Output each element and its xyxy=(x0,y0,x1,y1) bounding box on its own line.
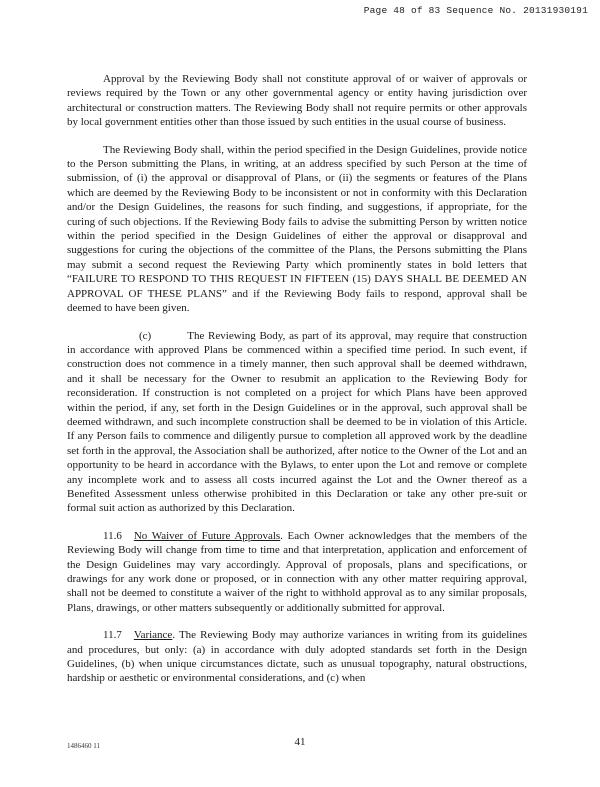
paragraph-review-notice: The Reviewing Body shall, within the period specified in the Design Guidelines, provide notice to the Person submitting the Plans, in writing, at an address specified by such Person at the time of submission, of (i) the approval or disapproval of Plans, or (ii) the segments or features of the Plans which are deemed by the Reviewing Body to be inconsistent or not in conformity with this Declaration and/or the Design Guidelines, the reasons for such finding, and suggestions, if appropriate, for the curing of such objections. If the Reviewing Body fails to advise the submitting Person by written notice within the period specified in the Design Guidelines of either the approval or disapproval and suggestions for curing the objections of the committee of the Plans, the Persons submitting the Plans may submit a second request the Reviewing Party which prominently states in bold letters that “FAILURE TO RESPOND TO THIS REQUEST IN FIFTEEN (15) DAYS SHALL BE DEEMED AN APPROVAL OF THESE PLANS” and if the Reviewing Body fails to respond, approval shall be deemed to have been given. xyxy=(67,143,527,315)
paragraph-c-commencement xyxy=(67,329,527,516)
paragraph-approval-waiver: Approval by the Reviewing Body shall not constitute approval of or waiver of approvals or reviews required by the Town or any other governmental agency or entity having jurisdiction over architectural or construction matters. The Reviewing Body shall not require permits or other approvals by local government entities other than those issued by such entities in the usual course of business. xyxy=(67,73,527,129)
document-code: 1486460 11 xyxy=(67,742,100,750)
page-header: Page 48 of 83 Sequence No. 20131930191 xyxy=(363,5,588,16)
section-number: 11.6 xyxy=(103,529,122,542)
clause-label: (c) xyxy=(139,329,152,342)
section-heading: No Waiver of Future Approvals xyxy=(133,529,281,542)
section-text: . The Reviewing Body may authorize variances in writing from its guidelines and procedures, but only: (a) in accordance with duly adopted standards set forth in the Design Guidelines, (b) when unique circumstances dictate, such as unusual topography, natural obstructions, hardship or aesthetic or environmental considerations, and (c) when xyxy=(67,629,527,685)
page-number: 41 xyxy=(294,736,306,748)
section-11-6 xyxy=(67,529,527,615)
section-heading: Variance xyxy=(133,629,173,642)
section-text: . Each Owner acknowledges that the members of the Reviewing Body will change from time to time and that interpretation, application and enforcement of the Design Guidelines may vary accordingly. Approval of proposals, plans and specifications, or drawings for any work done or proposed, or in connection with any other matter requiring approval, shall not be deemed to constitute a waiver of the right to withhold approval as to any similar proposals, Plans, drawings, or other matters subsequently or additionally submitted for approval. xyxy=(67,529,527,614)
section-number: 11.7 xyxy=(103,629,122,642)
clause-text: The Reviewing Body, as part of its approval, may require that construction in accordance with approved Plans be commenced within a specified time period. In such event, if construction does not commence in a timely manner, then such approval shall be deemed withdrawn, and it shall be necessary for the Owner to resubmit an application to the Reviewing Body for reconsideration. If construction is not completed on a project for which Plans have been approved within the period, if any, set forth in the Design Guidelines or in the approval, such approval shall be deemed withdrawn, and such incomplete construction shall be deemed to be in violation of this Article. If any Person fails to commence and diligently pursue to completion all approved work by the deadline set forth in the approval, the Association shall be authorized, after notice to the Owner of the Lot and an opportunity to be heard in accordance with the Bylaws, to enter upon the Lot and remove or complete any incomplete work and to assess all costs incurred against the Lot and the Owner thereof as a Benefited Assessment unless otherwise prohibited in this Declaration or take any other pre-suit or formal suit action as authorized by this Declaration. xyxy=(67,329,527,515)
document-body xyxy=(67,72,527,699)
section-11-7 xyxy=(67,628,527,686)
